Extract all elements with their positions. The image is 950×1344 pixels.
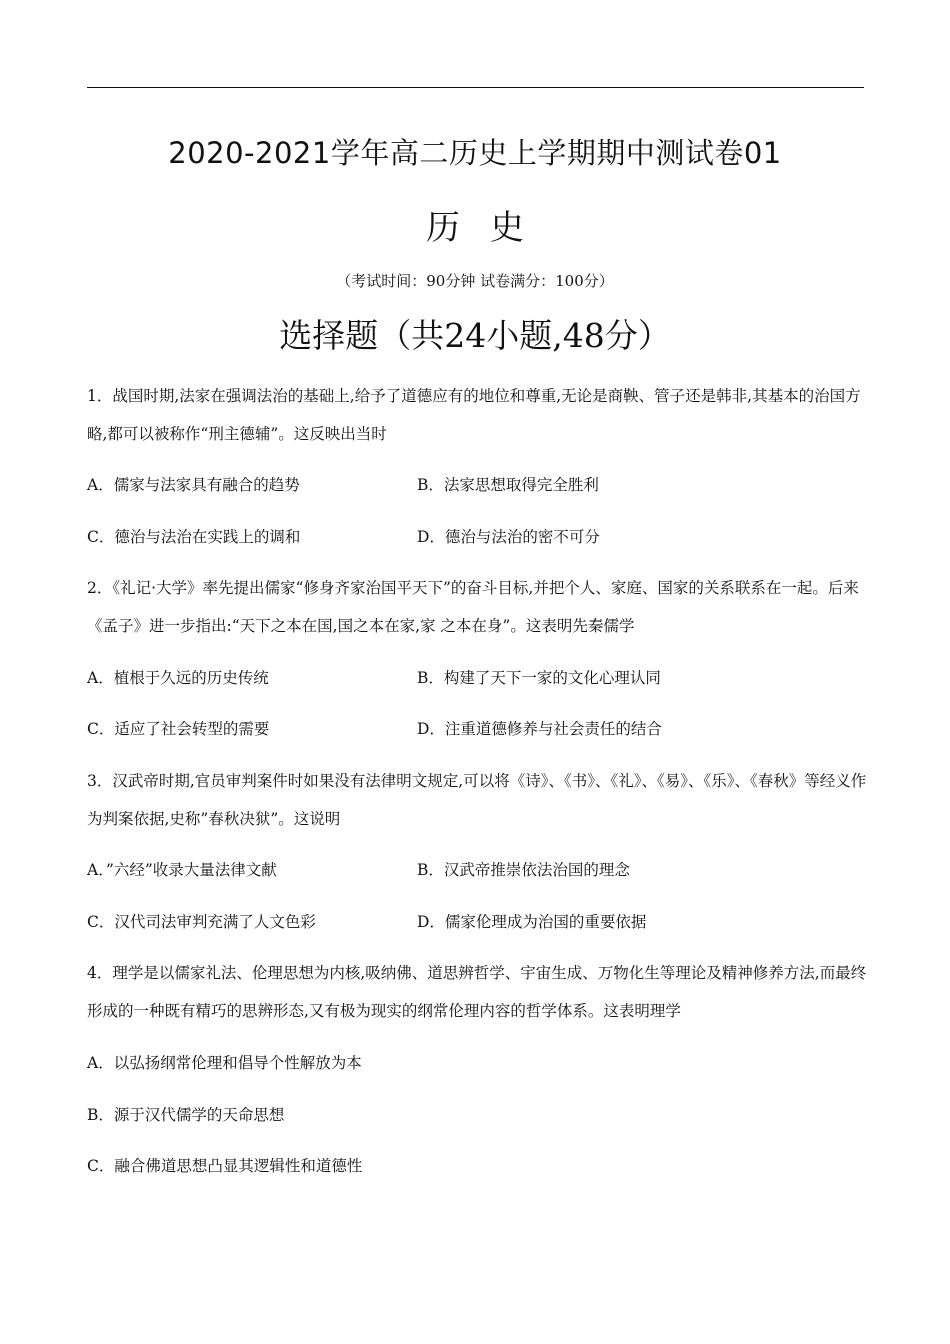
question-2-option-a: A．植根于久远的历史传统 [87,669,269,687]
header-rule [87,87,864,88]
question-3-option-a: A．”六经”收录大量法律文献 [87,861,277,879]
question-2-option-d: D．注重道德修养与社会责任的结合 [417,720,662,738]
question-1-option-c: C．德治与法治在实践上的调和 [87,528,301,546]
question-4-option-c: C．融合佛道思想凸显其逻辑性和道德性 [87,1157,363,1175]
question-1-stem: 1．战国时期,法家在强调法治的基础上,给予了道德应有的地位和尊重,无论是商鞅、管子还是韩非,其基本的治国方略,都可以被称作“刑主德辅”。这反映出当时 [87,387,861,443]
question-4-option-a: A．以弘扬纲常伦理和倡导个性解放为本 [87,1054,362,1072]
question-1-option-a: A．儒家与法家具有融合的趋势 [87,476,300,494]
question-4-stem: 4．理学是以儒家礼法、伦理思想为内核,吸纳佛、道思辨哲学、宇宙生成、万物化生等理论及精神修养方法,而最终形成的一种既有精巧的思辨形态,又有极为现实的纲常伦理内容的哲学体系。这表明理学 [87,964,867,1020]
exam-note: （考试时间：90分钟 试卷满分：100分） [336,272,614,290]
question-2-option-c: C．适应了社会转型的需要 [87,720,270,738]
question-4-option-b: B．源于汉代儒学的天命思想 [87,1106,285,1124]
question-1-option-b: B．法家思想取得完全胜利 [417,476,599,494]
exam-title: 2020-2021学年高二历史上学期期中测试卷01 [168,136,782,170]
section-title: 选择题（共24小题,48分） [279,316,671,355]
question-2-option-b: B．构建了天下一家的文化心理认同 [417,669,661,687]
subject-title: 历史 [426,208,554,248]
question-2-stem: 2．《礼记·大学》率先提出儒家“修身齐家治国平天下”的奋斗目标,并把个人、家庭、国家的关系联系在一起。后来《孟子》进一步指出:“天下之本在国,国之本在家,家 之本在身”。这表明先秦儒学 [87,579,859,635]
question-3-option-d: D．儒家伦理成为治国的重要依据 [417,913,647,931]
question-3-stem: 3．汉武帝时期,官员审判案件时如果没有法律明文规定,可以将《诗》、《书》、《礼》、《易》、《乐》、《春秋》等经义作为判案依据,史称”春秋决狱”。这说明 [87,772,867,828]
question-3-option-b: B．汉武帝推崇依法治国的理念 [417,861,630,879]
question-3-option-c: C．汉代司法审判充满了人文色彩 [87,913,316,931]
question-1-option-d: D．德治与法治的密不可分 [417,528,600,546]
